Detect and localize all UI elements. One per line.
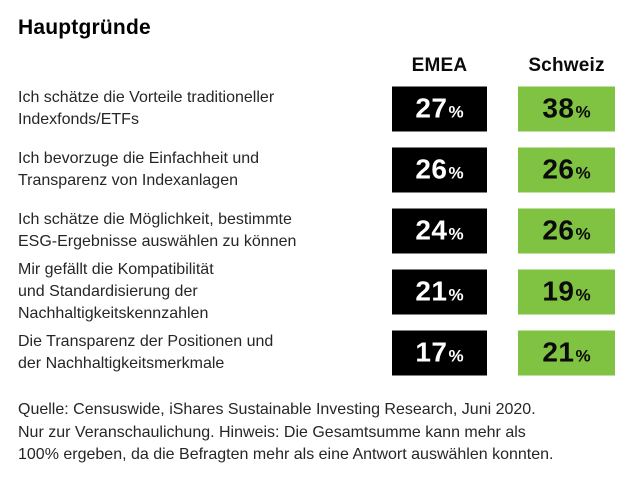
page-title: Hauptgründe <box>18 16 151 39</box>
percent-sign: % <box>448 285 464 305</box>
percent-sign: % <box>448 163 464 183</box>
row-label: Die Transparenz der Positionen und der Nachhaltigkeitsmerkmale <box>18 332 274 372</box>
percent-sign: % <box>448 346 464 366</box>
schweiz-value-badge: 26 % <box>518 147 615 192</box>
data-rows <box>0 78 640 383</box>
row-label: Ich schätze die Möglichkeit, bestimmte ESG-Ergebnisse auswählen zu können <box>18 210 297 250</box>
emea-value-badge: 24 % <box>392 208 487 253</box>
percent-sign: % <box>575 346 591 366</box>
table-row <box>0 139 640 200</box>
table-row <box>0 322 640 383</box>
emea-value-badge: 27 % <box>392 86 487 131</box>
row-label: Mir gefällt die Kompatibilität und Standardisierung der Nachhaltigkeitskennzahlen <box>18 260 214 322</box>
emea-value-badge: 17 % <box>392 330 487 375</box>
column-header-emea: EMEA <box>411 55 468 76</box>
emea-value-badge: 21 % <box>392 269 487 314</box>
table-row <box>0 200 640 261</box>
emea-value-badge: 26 % <box>392 147 487 192</box>
table-row <box>0 261 640 322</box>
row-label: Ich schätze die Vorteile traditioneller Indexfonds/ETFs <box>18 88 275 128</box>
schweiz-value-badge: 38 % <box>518 86 615 131</box>
schweiz-value-badge: 26 % <box>518 208 615 253</box>
table-row <box>0 78 640 139</box>
percent-sign: % <box>448 102 464 122</box>
source-note: Quelle: Censuswide, iShares Sustainable Investing Research, Juni 2020. Nur zur Veranschaulichung. Hinweis: Die Gesamtsumme kann mehr als 100% ergeben, da die Befragten mehr als eine Antwort auswählen konnten. <box>18 401 554 463</box>
row-label: Ich bevorzuge die Einfachheit und Transparenz von Indexanlagen <box>18 149 260 189</box>
schweiz-value-badge: 19 % <box>518 269 615 314</box>
percent-sign: % <box>575 163 591 183</box>
percent-sign: % <box>575 224 591 244</box>
percent-sign: % <box>575 285 591 305</box>
column-header-schweiz: Schweiz <box>528 55 605 76</box>
percent-sign: % <box>575 102 591 122</box>
schweiz-value-badge: 21 % <box>518 330 615 375</box>
percent-sign: % <box>448 224 464 244</box>
